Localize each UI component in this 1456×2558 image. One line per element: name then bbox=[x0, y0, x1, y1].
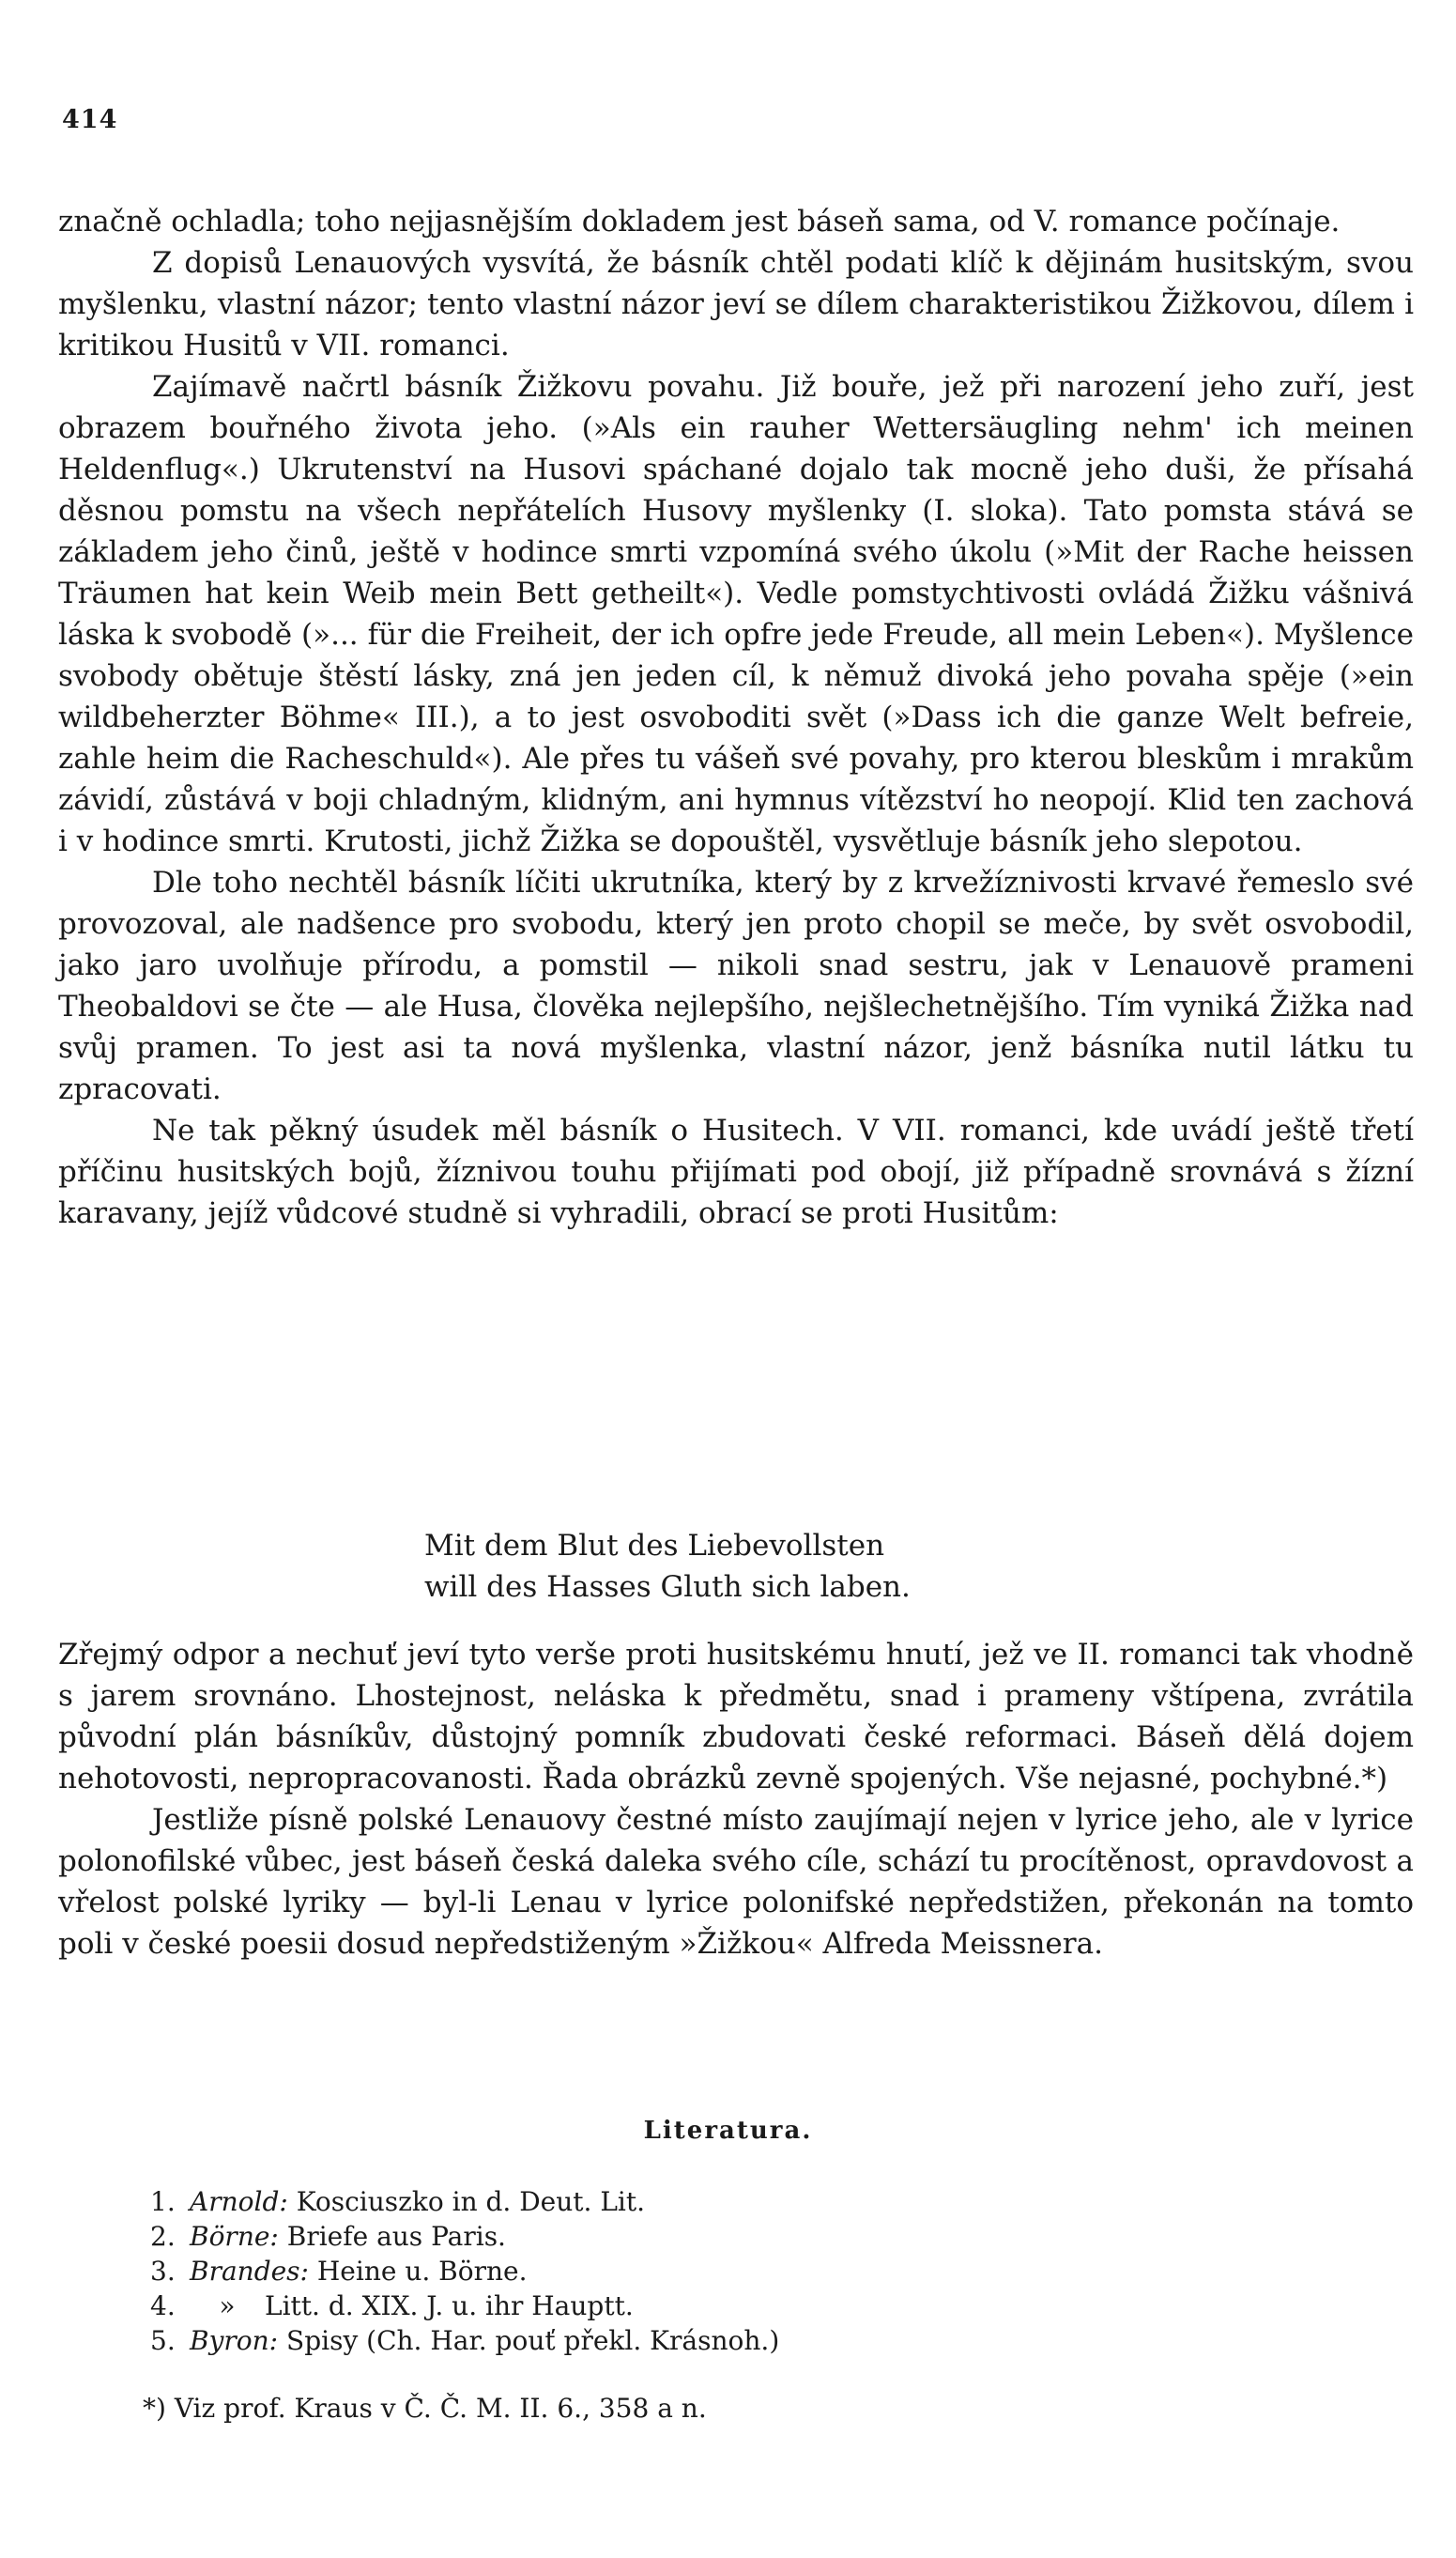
list-item-number: 4. bbox=[150, 2290, 176, 2321]
list-item-title: Briefe aus Paris. bbox=[278, 2221, 506, 2252]
list-item bbox=[150, 2323, 779, 2358]
footnote: *) Viz prof. Kraus v Č. Č. M. II. 6., 358 a n. bbox=[143, 2393, 707, 2424]
paragraph: Jestliže písně polské Lenauovy čestné místo zaujímají nejen v lyrice jeho, ale v lyrice polonofilské vůbec, jest báseň česká daleka svého cíle, schází tu procítěnost, opravdovost a vřelost polské lyriky — byl-li Lenau v lyrice polonifské nepředstižen, překonán na tomto poli v české poesii dosud nepředstiženým »Žižkou« Alfreda Meissnera. bbox=[58, 1803, 1414, 1961]
list-item bbox=[150, 2254, 779, 2288]
list-item-author: Börne: bbox=[190, 2221, 279, 2252]
list-item-title: Kosciuszko in d. Deut. Lit. bbox=[287, 2186, 646, 2217]
list-item-number: 2. bbox=[150, 2221, 176, 2252]
paragraph: Zřejmý odpor a nechuť jeví tyto verše proti husitskému hnutí, jež ve II. romanci tak vhodně s jarem srovnáno. Lhostejnost, neláska k předmětu, snad i prameny vštípena, zvrátila původní plán básníkův, důstojný pomník zbudovati české reformaci. Báseň dělá dojem nehotovosti, nepropracovanosti. Řada obrázků zevně spojených. Vše nejasné, pochybné.*) bbox=[58, 1638, 1414, 1795]
list-item-author: Brandes: bbox=[190, 2256, 309, 2287]
list-item-title: Litt. d. XIX. J. u. ihr Hauptt. bbox=[265, 2290, 634, 2321]
paragraph: Dle toho nechtěl básník líčiti ukrutníka, který by z krvežíznivosti krvavé řemeslo své provozoval, ale nadšence pro svobodu, který jen proto chopil se meče, by svět osvobodil, jako jaro uvolňuje přírodu, a pomstil — nikoli snad sestru, jak v Lenauově prameni Theobaldovi se čte — ale Husa, člověka nejlepšího, nejšlechetnějšího. Tím vyniká Žižka nad svůj pramen. To jest asi ta nová myšlenka, vlastní názor, jenž básníka nutil látku tu zpracovati. bbox=[58, 866, 1414, 1106]
main-text-block bbox=[58, 201, 1414, 1234]
list-item-ditto-mark: » bbox=[219, 2290, 236, 2321]
paragraph: Ne tak pěkný úsudek měl básník o Husitech. V VII. romanci, kde uvádí ještě třetí příčinu husitských bojů, žíznivou touhu přijímati pod obojí, již případně srovnává s žízní karavany, jejíž vůdcové studně si vyhradili, obrací se proti Husitům: bbox=[58, 1114, 1414, 1230]
list-item bbox=[150, 2184, 779, 2219]
list-item-title: Spisy (Ch. Har. pouť překl. Krásnoh.) bbox=[278, 2325, 780, 2356]
paragraph: Zajímavě načrtl básník Žižkovu povahu. Již bouře, jež při narození jeho zuří, jest obrazem bouřného života jeho. (»Als ein rauher Wettersäugling nehm' ich meinen Heldenflug«.) Ukrutenství na Husovi spáchané dojalo tak mocně jeho duši, že přísahá děsnou pomstu na všech nepřátelích Husovy myšlenky (I. sloka). Tato pomsta stává se základem jeho činů, ještě v hodince smrti vzpomíná svého úkolu (»Mit der Rache heissen Träumen hat kein Weib mein Bett getheilt«). Vedle pomstychtivosti ovládá Žižku vášnivá láska k svobodě (»... für die Freiheit, der ich opfre jede Freude, all mein Leben«). Myšlence svobody obětuje štěstí lásky, zná jen jeden cíl, k němuž divoká jeho povaha spěje (»ein wildbeherzter Böhme« III.), a to jest osvoboditi svět (»Dass ich die ganze Welt befreie, zahle heim die Racheschuld«). Ale přes tu vášeň své povahy, pro kterou bleskům i mrakům závidí, zůstává v boji chladným, klidným, ani hymnus vítězství ho neopojí. Klid ten zachová i v hodince smrti. Krutosti, jichž Žižka se dopouštěl, vysvětluje básník jeho slepotou. bbox=[58, 370, 1414, 858]
poem-line: Mit dem Blut des Liebevollsten bbox=[424, 1529, 885, 1563]
list-item-author: Arnold: bbox=[190, 2186, 288, 2217]
paragraph: značně ochladla; toho nejjasnějším dokladem jest báseň sama, od V. romance počínaje. bbox=[58, 205, 1341, 239]
list-item-number: 5. bbox=[150, 2325, 176, 2356]
list-item bbox=[150, 2288, 779, 2323]
paragraph: Z dopisů Lenauových vysvítá, že básník chtěl podati klíč k dějinám husitským, svou myšlenku, vlastní názor; tento vlastní názor jeví se dílem charakteristikou Žižkovou, dílem i kritikou Husitů v VII. romanci. bbox=[58, 246, 1414, 362]
list-item-number: 1. bbox=[150, 2186, 176, 2217]
page-number: 414 bbox=[62, 105, 118, 134]
list-item-author: Byron: bbox=[190, 2325, 279, 2356]
main-text-block-continued bbox=[58, 1634, 1414, 1965]
poem-line: will des Hasses Gluth sich laben. bbox=[424, 1570, 911, 1604]
literature-heading: Literatura. bbox=[643, 2117, 813, 2145]
list-item-title: Heine u. Börne. bbox=[308, 2256, 528, 2287]
literature-list bbox=[150, 2184, 779, 2358]
poem-quote bbox=[424, 1525, 911, 1608]
list-item-number: 3. bbox=[150, 2256, 176, 2287]
list-item bbox=[150, 2219, 779, 2254]
